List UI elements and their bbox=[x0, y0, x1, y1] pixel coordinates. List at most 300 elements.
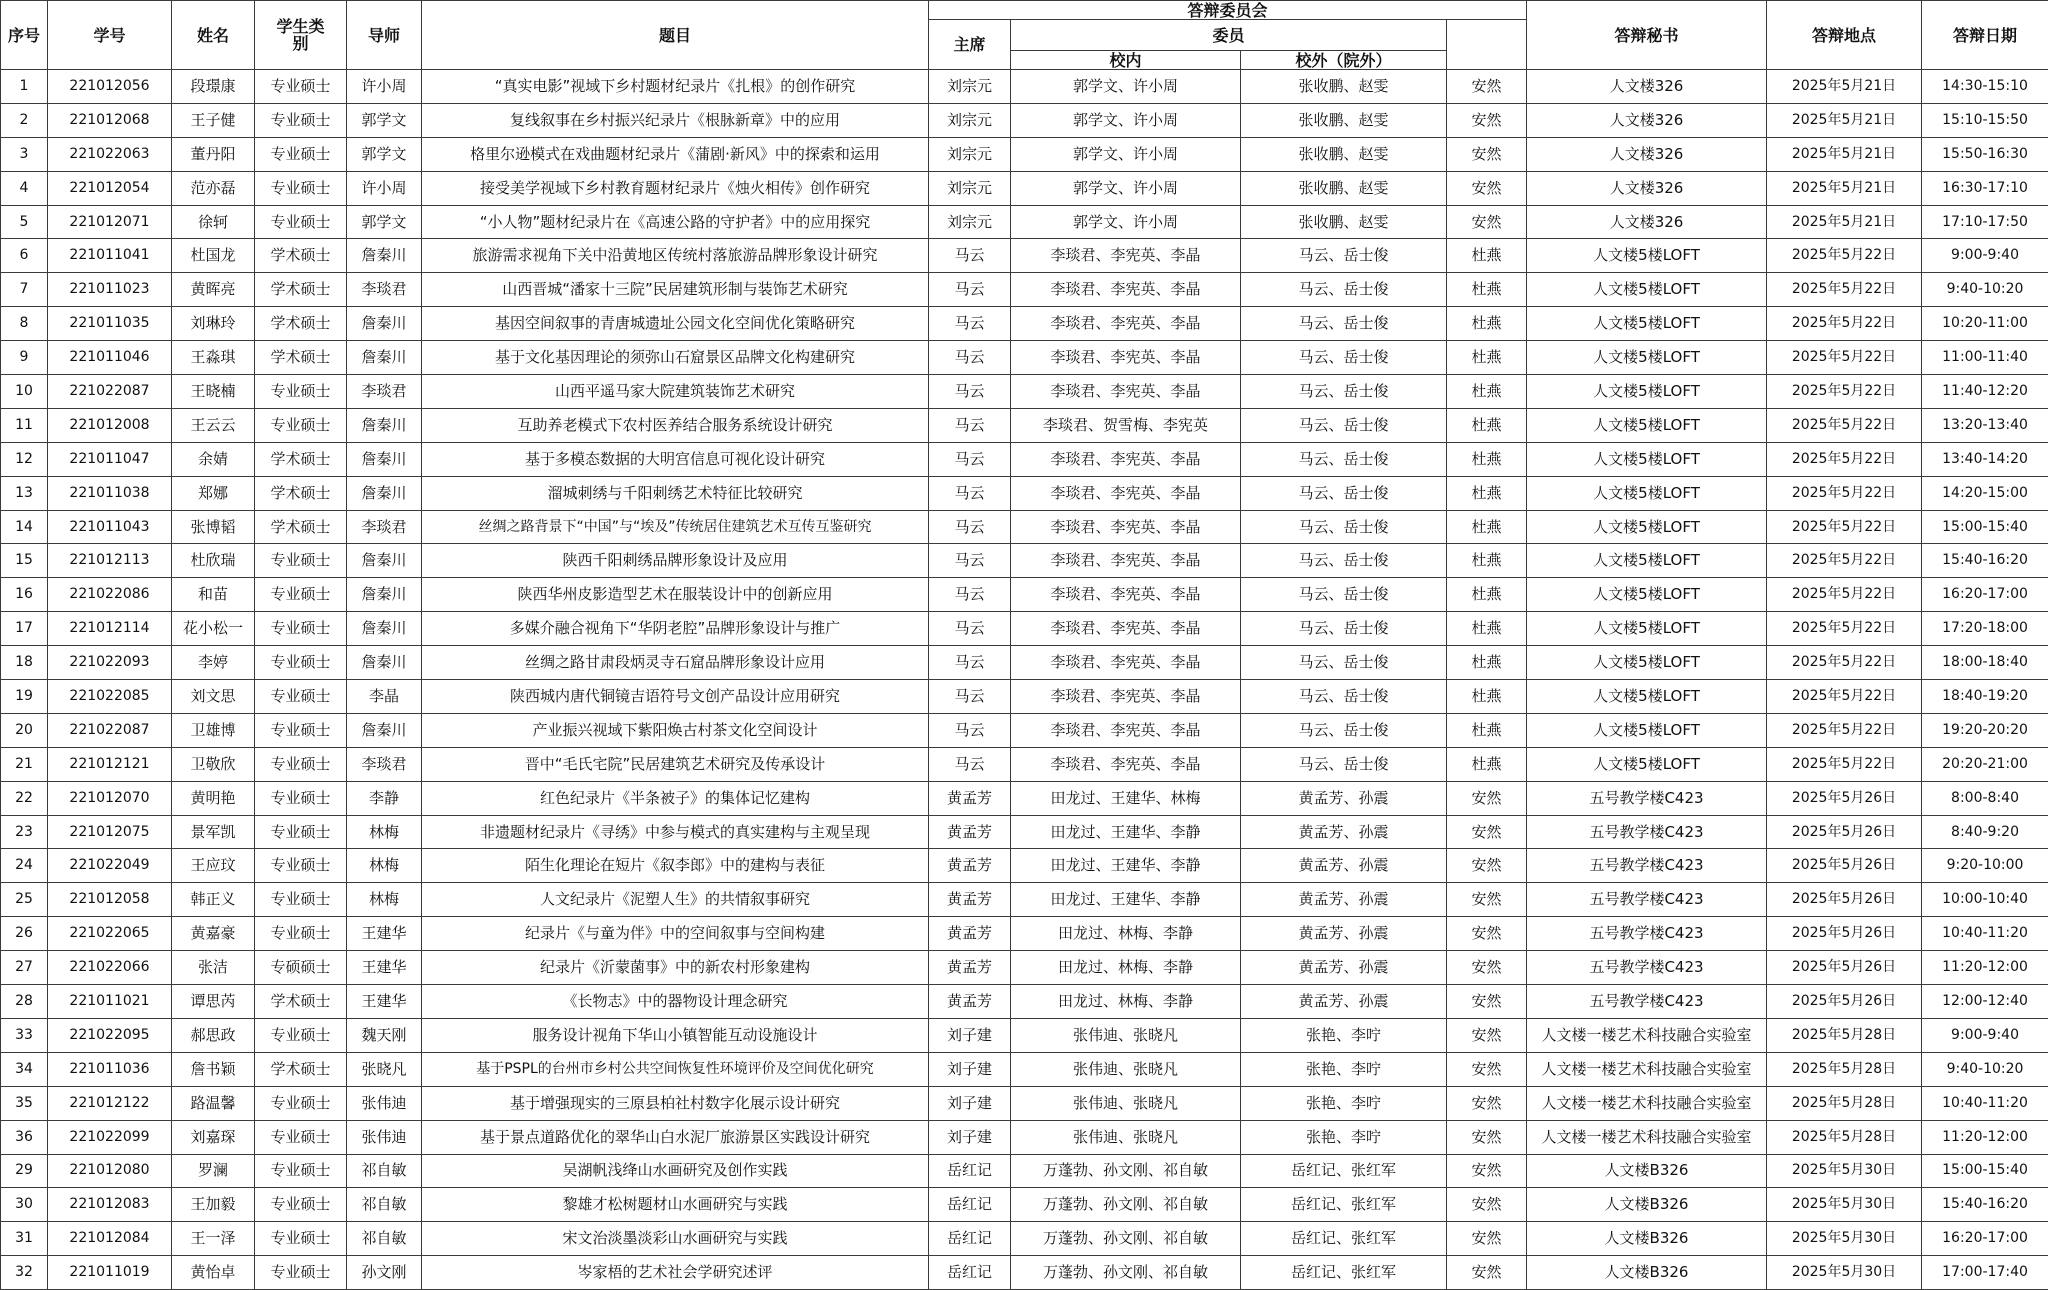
cell-student-id: 221011019 bbox=[48, 1256, 172, 1290]
cell-advisor: 詹秦川 bbox=[347, 408, 422, 442]
table-row bbox=[1, 985, 2048, 1019]
cell-date: 2025年5月22日 bbox=[1767, 713, 1922, 747]
cell-category: 专业硕士 bbox=[255, 375, 347, 409]
cell-date: 2025年5月26日 bbox=[1767, 781, 1922, 815]
cell-seq: 30 bbox=[1, 1188, 48, 1222]
cell-topic: 接受美学视域下乡村教育题材纪录片《烛火相传》创作研究 bbox=[422, 171, 929, 205]
table-row bbox=[1, 883, 2048, 917]
cell-chair: 马云 bbox=[929, 646, 1011, 680]
cell-time: 9:20-10:00 bbox=[1922, 849, 2048, 883]
cell-advisor: 李琰君 bbox=[347, 747, 422, 781]
cell-category: 专业硕士 bbox=[255, 544, 347, 578]
cell-chair: 马云 bbox=[929, 442, 1011, 476]
header-topic: 题目 bbox=[422, 1, 929, 70]
cell-date: 2025年5月28日 bbox=[1767, 1052, 1922, 1086]
cell-name: 景军凯 bbox=[172, 815, 255, 849]
cell-advisor: 李晶 bbox=[347, 680, 422, 714]
cell-advisor: 詹秦川 bbox=[347, 341, 422, 375]
table-row bbox=[1, 476, 2048, 510]
cell-chair: 马云 bbox=[929, 408, 1011, 442]
table-row bbox=[1, 137, 2048, 171]
cell-topic: 基于多模态数据的大明宫信息可视化设计研究 bbox=[422, 442, 929, 476]
cell-external: 张收鹏、赵雯 bbox=[1241, 205, 1447, 239]
table-row bbox=[1, 815, 2048, 849]
cell-category: 专业硕士 bbox=[255, 1256, 347, 1290]
cell-topic: 红色纪录片《半条被子》的集体记忆建构 bbox=[422, 781, 929, 815]
cell-time: 15:00-15:40 bbox=[1922, 510, 2048, 544]
cell-seq: 5 bbox=[1, 205, 48, 239]
cell-category: 学术硕士 bbox=[255, 442, 347, 476]
table-row bbox=[1, 917, 2048, 951]
cell-category: 专业硕士 bbox=[255, 171, 347, 205]
cell-time: 16:20-17:00 bbox=[1922, 578, 2048, 612]
cell-internal: 郭学文、许小周 bbox=[1011, 205, 1241, 239]
cell-internal: 郭学文、许小周 bbox=[1011, 171, 1241, 205]
cell-name: 段璟康 bbox=[172, 70, 255, 104]
cell-internal: 田龙过、王建华、李静 bbox=[1011, 883, 1241, 917]
cell-secretary: 安然 bbox=[1447, 137, 1527, 171]
cell-topic: 山西平遥马家大院建筑装饰艺术研究 bbox=[422, 375, 929, 409]
cell-time: 10:40-11:20 bbox=[1922, 917, 2048, 951]
cell-seq: 33 bbox=[1, 1018, 48, 1052]
cell-name: 刘文思 bbox=[172, 680, 255, 714]
header-date: 答辩日期 bbox=[1922, 1, 2048, 70]
table-row bbox=[1, 849, 2048, 883]
cell-location: 人文楼5楼LOFT bbox=[1527, 680, 1767, 714]
cell-time: 13:40-14:20 bbox=[1922, 442, 2048, 476]
cell-chair: 马云 bbox=[929, 375, 1011, 409]
cell-date: 2025年5月22日 bbox=[1767, 442, 1922, 476]
cell-name: 范亦磊 bbox=[172, 171, 255, 205]
cell-external: 张收鹏、赵雯 bbox=[1241, 171, 1447, 205]
cell-date: 2025年5月26日 bbox=[1767, 883, 1922, 917]
cell-topic: 人文纪录片《泥塑人生》的共情叙事研究 bbox=[422, 883, 929, 917]
cell-external: 黄孟芳、孙震 bbox=[1241, 883, 1447, 917]
cell-student-id: 221011035 bbox=[48, 307, 172, 341]
cell-advisor: 王建华 bbox=[347, 917, 422, 951]
cell-topic: 基于增强现实的三原县柏社村数字化展示设计研究 bbox=[422, 1086, 929, 1120]
cell-category: 专业硕士 bbox=[255, 849, 347, 883]
cell-secretary: 安然 bbox=[1447, 103, 1527, 137]
cell-location: 人文楼5楼LOFT bbox=[1527, 307, 1767, 341]
cell-name: 董丹阳 bbox=[172, 137, 255, 171]
cell-seq: 16 bbox=[1, 578, 48, 612]
table-row bbox=[1, 646, 2048, 680]
cell-category: 学术硕士 bbox=[255, 273, 347, 307]
cell-internal: 田龙过、王建华、李静 bbox=[1011, 849, 1241, 883]
cell-name: 王子健 bbox=[172, 103, 255, 137]
cell-name: 王加毅 bbox=[172, 1188, 255, 1222]
cell-chair: 马云 bbox=[929, 680, 1011, 714]
cell-student-id: 221022086 bbox=[48, 578, 172, 612]
cell-topic: 旅游需求视角下关中沿黄地区传统村落旅游品牌形象设计研究 bbox=[422, 239, 929, 273]
cell-advisor: 詹秦川 bbox=[347, 646, 422, 680]
cell-internal: 田龙过、林梅、李静 bbox=[1011, 951, 1241, 985]
cell-student-id: 221012121 bbox=[48, 747, 172, 781]
cell-secretary: 安然 bbox=[1447, 985, 1527, 1019]
cell-time: 14:30-15:10 bbox=[1922, 70, 2048, 104]
cell-advisor: 詹秦川 bbox=[347, 442, 422, 476]
cell-time: 11:40-12:20 bbox=[1922, 375, 2048, 409]
cell-topic: 晋中“毛氏宅院”民居建筑艺术研究及传承设计 bbox=[422, 747, 929, 781]
cell-time: 16:30-17:10 bbox=[1922, 171, 2048, 205]
cell-chair: 刘宗元 bbox=[929, 70, 1011, 104]
cell-location: 五号教学楼C423 bbox=[1527, 917, 1767, 951]
cell-student-id: 221012056 bbox=[48, 70, 172, 104]
cell-chair: 刘宗元 bbox=[929, 137, 1011, 171]
cell-location: 五号教学楼C423 bbox=[1527, 951, 1767, 985]
cell-chair: 刘子建 bbox=[929, 1120, 1011, 1154]
cell-student-id: 221011046 bbox=[48, 341, 172, 375]
cell-date: 2025年5月26日 bbox=[1767, 815, 1922, 849]
cell-topic: 陌生化理论在短片《叙李郎》中的建构与表征 bbox=[422, 849, 929, 883]
cell-date: 2025年5月22日 bbox=[1767, 239, 1922, 273]
cell-student-id: 221022065 bbox=[48, 917, 172, 951]
cell-external: 马云、岳士俊 bbox=[1241, 307, 1447, 341]
table-row bbox=[1, 951, 2048, 985]
cell-topic: 陕西华州皮影造型艺术在服装设计中的创新应用 bbox=[422, 578, 929, 612]
table-row bbox=[1, 1018, 2048, 1052]
table-row bbox=[1, 1052, 2048, 1086]
cell-date: 2025年5月21日 bbox=[1767, 103, 1922, 137]
cell-category: 学术硕士 bbox=[255, 341, 347, 375]
cell-external: 张艳、李咛 bbox=[1241, 1052, 1447, 1086]
cell-topic: 纪录片《与童为伴》中的空间叙事与空间构建 bbox=[422, 917, 929, 951]
cell-secretary: 杜燕 bbox=[1447, 239, 1527, 273]
cell-topic: 基于文化基因理论的须弥山石窟景区品牌文化构建研究 bbox=[422, 341, 929, 375]
table-row bbox=[1, 408, 2048, 442]
cell-advisor: 李静 bbox=[347, 781, 422, 815]
cell-secretary: 安然 bbox=[1447, 1256, 1527, 1290]
cell-internal: 李琰君、李宪英、李晶 bbox=[1011, 680, 1241, 714]
cell-student-id: 221022049 bbox=[48, 849, 172, 883]
cell-secretary: 杜燕 bbox=[1447, 680, 1527, 714]
cell-internal: 李琰君、李宪英、李晶 bbox=[1011, 612, 1241, 646]
table-row bbox=[1, 1256, 2048, 1290]
table-row bbox=[1, 578, 2048, 612]
cell-location: 人文楼326 bbox=[1527, 171, 1767, 205]
cell-topic: 丝绸之路甘肃段炳灵寺石窟品牌形象设计应用 bbox=[422, 646, 929, 680]
cell-internal: 田龙过、王建华、李静 bbox=[1011, 815, 1241, 849]
header-seq: 序号 bbox=[1, 1, 48, 70]
cell-advisor: 魏天刚 bbox=[347, 1018, 422, 1052]
cell-secretary: 杜燕 bbox=[1447, 476, 1527, 510]
cell-internal: 李琰君、贺雪梅、李宪英 bbox=[1011, 408, 1241, 442]
cell-name: 王应玟 bbox=[172, 849, 255, 883]
cell-chair: 岳红记 bbox=[929, 1222, 1011, 1256]
cell-internal: 李琰君、李宪英、李晶 bbox=[1011, 239, 1241, 273]
cell-internal: 万蓬勃、孙文刚、祁自敏 bbox=[1011, 1256, 1241, 1290]
cell-seq: 23 bbox=[1, 815, 48, 849]
header-student-id: 学号 bbox=[48, 1, 172, 70]
cell-date: 2025年5月22日 bbox=[1767, 510, 1922, 544]
cell-category: 专业硕士 bbox=[255, 578, 347, 612]
cell-student-id: 221022099 bbox=[48, 1120, 172, 1154]
cell-location: 人文楼B326 bbox=[1527, 1222, 1767, 1256]
cell-external: 马云、岳士俊 bbox=[1241, 510, 1447, 544]
cell-date: 2025年5月26日 bbox=[1767, 917, 1922, 951]
cell-internal: 田龙过、林梅、李静 bbox=[1011, 985, 1241, 1019]
cell-location: 人文楼B326 bbox=[1527, 1154, 1767, 1188]
cell-category: 学术硕士 bbox=[255, 1052, 347, 1086]
cell-location: 人文楼5楼LOFT bbox=[1527, 239, 1767, 273]
cell-secretary: 安然 bbox=[1447, 1222, 1527, 1256]
cell-date: 2025年5月30日 bbox=[1767, 1222, 1922, 1256]
cell-date: 2025年5月30日 bbox=[1767, 1256, 1922, 1290]
cell-external: 张艳、李咛 bbox=[1241, 1086, 1447, 1120]
cell-chair: 黄孟芳 bbox=[929, 951, 1011, 985]
cell-external: 黄孟芳、孙震 bbox=[1241, 849, 1447, 883]
cell-secretary: 杜燕 bbox=[1447, 544, 1527, 578]
cell-date: 2025年5月28日 bbox=[1767, 1018, 1922, 1052]
cell-external: 马云、岳士俊 bbox=[1241, 680, 1447, 714]
cell-date: 2025年5月22日 bbox=[1767, 476, 1922, 510]
cell-external: 马云、岳士俊 bbox=[1241, 612, 1447, 646]
cell-chair: 黄孟芳 bbox=[929, 849, 1011, 883]
cell-chair: 黄孟芳 bbox=[929, 781, 1011, 815]
cell-student-id: 221011021 bbox=[48, 985, 172, 1019]
cell-internal: 郭学文、许小周 bbox=[1011, 70, 1241, 104]
cell-time: 11:20-12:00 bbox=[1922, 1120, 2048, 1154]
cell-external: 张收鹏、赵雯 bbox=[1241, 70, 1447, 104]
cell-internal: 李琰君、李宪英、李晶 bbox=[1011, 510, 1241, 544]
cell-external: 张艳、李咛 bbox=[1241, 1018, 1447, 1052]
cell-time: 17:00-17:40 bbox=[1922, 1256, 2048, 1290]
cell-chair: 岳红记 bbox=[929, 1256, 1011, 1290]
cell-time: 9:00-9:40 bbox=[1922, 1018, 2048, 1052]
cell-seq: 22 bbox=[1, 781, 48, 815]
cell-category: 专业硕士 bbox=[255, 917, 347, 951]
cell-chair: 岳红记 bbox=[929, 1188, 1011, 1222]
cell-name: 詹书颖 bbox=[172, 1052, 255, 1086]
cell-name: 徐轲 bbox=[172, 205, 255, 239]
table-row bbox=[1, 1120, 2048, 1154]
cell-student-id: 221012084 bbox=[48, 1222, 172, 1256]
table-row bbox=[1, 510, 2048, 544]
cell-chair: 黄孟芳 bbox=[929, 917, 1011, 951]
cell-advisor: 祁自敏 bbox=[347, 1222, 422, 1256]
cell-topic: 陕西城内唐代铜镜吉语符号文创产品设计应用研究 bbox=[422, 680, 929, 714]
cell-location: 五号教学楼C423 bbox=[1527, 883, 1767, 917]
cell-external: 马云、岳士俊 bbox=[1241, 476, 1447, 510]
cell-secretary: 杜燕 bbox=[1447, 646, 1527, 680]
cell-category: 专业硕士 bbox=[255, 713, 347, 747]
cell-location: 人文楼一楼艺术科技融合实验室 bbox=[1527, 1086, 1767, 1120]
cell-name: 谭思芮 bbox=[172, 985, 255, 1019]
cell-name: 张洁 bbox=[172, 951, 255, 985]
cell-external: 岳红记、张红军 bbox=[1241, 1188, 1447, 1222]
cell-location: 人文楼5楼LOFT bbox=[1527, 544, 1767, 578]
cell-name: 黄怡卓 bbox=[172, 1256, 255, 1290]
cell-internal: 李琰君、李宪英、李晶 bbox=[1011, 341, 1241, 375]
cell-secretary: 安然 bbox=[1447, 815, 1527, 849]
cell-seq: 14 bbox=[1, 510, 48, 544]
cell-advisor: 许小周 bbox=[347, 171, 422, 205]
cell-topic: 丝绸之路背景下“中国”与“埃及”传统居住建筑艺术互传互鉴研究 bbox=[422, 510, 929, 544]
cell-advisor: 林梅 bbox=[347, 849, 422, 883]
table-row bbox=[1, 171, 2048, 205]
cell-secretary: 杜燕 bbox=[1447, 612, 1527, 646]
cell-location: 人文楼5楼LOFT bbox=[1527, 713, 1767, 747]
cell-date: 2025年5月28日 bbox=[1767, 1120, 1922, 1154]
cell-date: 2025年5月22日 bbox=[1767, 747, 1922, 781]
cell-secretary: 安然 bbox=[1447, 1154, 1527, 1188]
cell-student-id: 221022093 bbox=[48, 646, 172, 680]
cell-seq: 12 bbox=[1, 442, 48, 476]
cell-advisor: 詹秦川 bbox=[347, 713, 422, 747]
cell-chair: 黄孟芳 bbox=[929, 985, 1011, 1019]
cell-time: 10:20-11:00 bbox=[1922, 307, 2048, 341]
cell-location: 五号教学楼C423 bbox=[1527, 815, 1767, 849]
cell-student-id: 221022087 bbox=[48, 375, 172, 409]
cell-external: 马云、岳士俊 bbox=[1241, 544, 1447, 578]
header-secretary: 答辩秘书 bbox=[1527, 1, 1767, 70]
cell-secretary: 杜燕 bbox=[1447, 442, 1527, 476]
cell-time: 8:40-9:20 bbox=[1922, 815, 2048, 849]
cell-location: 人文楼5楼LOFT bbox=[1527, 612, 1767, 646]
cell-external: 黄孟芳、孙震 bbox=[1241, 917, 1447, 951]
cell-internal: 李琰君、李宪英、李晶 bbox=[1011, 544, 1241, 578]
table-row bbox=[1, 442, 2048, 476]
cell-location: 人文楼B326 bbox=[1527, 1188, 1767, 1222]
cell-advisor: 李琰君 bbox=[347, 273, 422, 307]
cell-category: 学术硕士 bbox=[255, 510, 347, 544]
cell-chair: 马云 bbox=[929, 578, 1011, 612]
cell-time: 15:00-15:40 bbox=[1922, 1154, 2048, 1188]
cell-time: 14:20-15:00 bbox=[1922, 476, 2048, 510]
cell-category: 专业硕士 bbox=[255, 781, 347, 815]
cell-seq: 28 bbox=[1, 985, 48, 1019]
cell-student-id: 221022063 bbox=[48, 137, 172, 171]
cell-chair: 马云 bbox=[929, 239, 1011, 273]
cell-secretary: 安然 bbox=[1447, 1188, 1527, 1222]
cell-advisor: 张伟迪 bbox=[347, 1120, 422, 1154]
cell-category: 学术硕士 bbox=[255, 985, 347, 1019]
cell-location: 人文楼5楼LOFT bbox=[1527, 646, 1767, 680]
header-committee: 答辩委员会 bbox=[929, 1, 1527, 20]
cell-seq: 6 bbox=[1, 239, 48, 273]
cell-student-id: 221012068 bbox=[48, 103, 172, 137]
cell-advisor: 祁自敏 bbox=[347, 1154, 422, 1188]
cell-external: 黄孟芳、孙震 bbox=[1241, 815, 1447, 849]
cell-external: 马云、岳士俊 bbox=[1241, 239, 1447, 273]
cell-internal: 李琰君、李宪英、李晶 bbox=[1011, 273, 1241, 307]
cell-chair: 马云 bbox=[929, 612, 1011, 646]
cell-topic: 互助养老模式下农村医养结合服务系统设计研究 bbox=[422, 408, 929, 442]
cell-name: 卫雄博 bbox=[172, 713, 255, 747]
cell-topic: 溜城刺绣与千阳刺绣艺术特征比较研究 bbox=[422, 476, 929, 510]
cell-time: 15:40-16:20 bbox=[1922, 544, 2048, 578]
cell-location: 人文楼5楼LOFT bbox=[1527, 273, 1767, 307]
cell-category: 专业硕士 bbox=[255, 137, 347, 171]
cell-date: 2025年5月22日 bbox=[1767, 307, 1922, 341]
cell-name: 王晓楠 bbox=[172, 375, 255, 409]
cell-topic: 山西晋城“潘家十三院”民居建筑形制与装饰艺术研究 bbox=[422, 273, 929, 307]
table-body bbox=[1, 70, 2048, 1290]
cell-location: 人文楼326 bbox=[1527, 103, 1767, 137]
cell-internal: 田龙过、王建华、林梅 bbox=[1011, 781, 1241, 815]
cell-category: 专业硕士 bbox=[255, 1018, 347, 1052]
cell-topic: 陕西千阳刺绣品牌形象设计及应用 bbox=[422, 544, 929, 578]
cell-advisor: 张晓凡 bbox=[347, 1052, 422, 1086]
cell-time: 17:10-17:50 bbox=[1922, 205, 2048, 239]
cell-secretary: 杜燕 bbox=[1447, 341, 1527, 375]
cell-external: 黄孟芳、孙震 bbox=[1241, 985, 1447, 1019]
header-external: 校外（院外） bbox=[1241, 51, 1447, 70]
cell-seq: 19 bbox=[1, 680, 48, 714]
cell-internal: 李琰君、李宪英、李晶 bbox=[1011, 476, 1241, 510]
cell-name: 花小松一 bbox=[172, 612, 255, 646]
cell-chair: 刘子建 bbox=[929, 1052, 1011, 1086]
cell-name: 路温馨 bbox=[172, 1086, 255, 1120]
cell-time: 15:10-15:50 bbox=[1922, 103, 2048, 137]
cell-seq: 15 bbox=[1, 544, 48, 578]
cell-seq: 35 bbox=[1, 1086, 48, 1120]
cell-student-id: 221022085 bbox=[48, 680, 172, 714]
table-row bbox=[1, 375, 2048, 409]
cell-category: 专业硕士 bbox=[255, 103, 347, 137]
header-location: 答辩地点 bbox=[1767, 1, 1922, 70]
cell-name: 杜国龙 bbox=[172, 239, 255, 273]
cell-internal: 张伟迪、张晓凡 bbox=[1011, 1120, 1241, 1154]
cell-secretary: 安然 bbox=[1447, 849, 1527, 883]
cell-date: 2025年5月28日 bbox=[1767, 1086, 1922, 1120]
cell-chair: 马云 bbox=[929, 476, 1011, 510]
cell-chair: 马云 bbox=[929, 713, 1011, 747]
cell-internal: 李琰君、李宪英、李晶 bbox=[1011, 646, 1241, 680]
cell-chair: 刘子建 bbox=[929, 1086, 1011, 1120]
header-category: 学生类别 bbox=[255, 1, 347, 70]
cell-topic: “小人物”题材纪录片在《高速公路的守护者》中的应用探究 bbox=[422, 205, 929, 239]
cell-secretary: 安然 bbox=[1447, 205, 1527, 239]
cell-external: 马云、岳士俊 bbox=[1241, 408, 1447, 442]
cell-date: 2025年5月22日 bbox=[1767, 273, 1922, 307]
cell-category: 专业硕士 bbox=[255, 646, 347, 680]
cell-secretary: 杜燕 bbox=[1447, 510, 1527, 544]
cell-advisor: 王建华 bbox=[347, 951, 422, 985]
cell-time: 9:40-10:20 bbox=[1922, 1052, 2048, 1086]
cell-seq: 36 bbox=[1, 1120, 48, 1154]
cell-student-id: 221011043 bbox=[48, 510, 172, 544]
cell-advisor: 詹秦川 bbox=[347, 239, 422, 273]
cell-time: 9:00-9:40 bbox=[1922, 239, 2048, 273]
cell-name: 王一泽 bbox=[172, 1222, 255, 1256]
cell-advisor: 张伟迪 bbox=[347, 1086, 422, 1120]
cell-category: 专业硕士 bbox=[255, 680, 347, 714]
cell-date: 2025年5月22日 bbox=[1767, 646, 1922, 680]
cell-seq: 1 bbox=[1, 70, 48, 104]
cell-category: 专业硕士 bbox=[255, 408, 347, 442]
cell-seq: 24 bbox=[1, 849, 48, 883]
cell-location: 人文楼一楼艺术科技融合实验室 bbox=[1527, 1120, 1767, 1154]
cell-internal: 李琰君、李宪英、李晶 bbox=[1011, 713, 1241, 747]
table-row bbox=[1, 612, 2048, 646]
cell-category: 学术硕士 bbox=[255, 476, 347, 510]
cell-secretary: 杜燕 bbox=[1447, 273, 1527, 307]
cell-advisor: 王建华 bbox=[347, 985, 422, 1019]
cell-seq: 17 bbox=[1, 612, 48, 646]
cell-external: 黄孟芳、孙震 bbox=[1241, 951, 1447, 985]
cell-advisor: 詹秦川 bbox=[347, 578, 422, 612]
cell-internal: 万蓬勃、孙文刚、祁自敏 bbox=[1011, 1188, 1241, 1222]
cell-category: 专硕硕士 bbox=[255, 951, 347, 985]
cell-secretary: 安然 bbox=[1447, 1018, 1527, 1052]
cell-internal: 田龙过、林梅、李静 bbox=[1011, 917, 1241, 951]
cell-time: 10:40-11:20 bbox=[1922, 1086, 2048, 1120]
cell-student-id: 221012113 bbox=[48, 544, 172, 578]
cell-topic: 岑家梧的艺术社会学研究述评 bbox=[422, 1256, 929, 1290]
cell-topic: 基因空间叙事的青唐城遗址公园文化空间优化策略研究 bbox=[422, 307, 929, 341]
